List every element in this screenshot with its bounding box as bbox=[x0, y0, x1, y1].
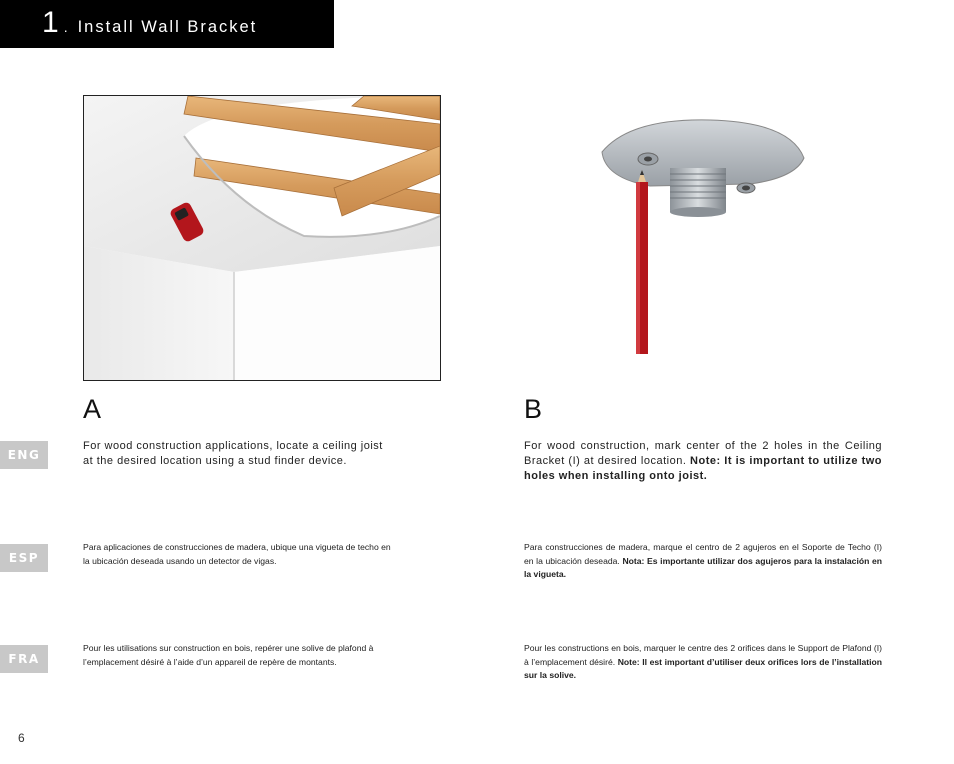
language-tab-esp: ESP bbox=[0, 544, 48, 572]
section-letter-b: B bbox=[524, 394, 543, 424]
instruction-fra-a: Pour les utilisations sur construction en bois, repérer une solive de plafond à l’emplacement désiré à l’aide d’un appareil de repère de montants. bbox=[83, 643, 374, 667]
ceiling-bracket-icon bbox=[602, 120, 804, 217]
pencil-icon bbox=[636, 170, 648, 354]
illustration-stud-finder bbox=[83, 95, 441, 381]
page-number: 6 bbox=[18, 731, 25, 745]
instruction-eng-b-note: Note: It is important to utilize two holes when installing onto joist. bbox=[524, 455, 883, 482]
illustration-ceiling-bracket bbox=[590, 112, 820, 362]
instruction-eng-b bbox=[524, 439, 882, 484]
instruction-esp-b bbox=[524, 541, 882, 582]
step-number-dot: . bbox=[63, 19, 68, 35]
stud-finder-ceiling-image bbox=[84, 96, 440, 380]
step-title: Install Wall Bracket bbox=[77, 18, 258, 36]
instruction-eng-a: For wood construction applications, locate a ceiling joist at the desired location using a stud finder device. bbox=[83, 440, 383, 467]
step-number: 1 bbox=[42, 6, 60, 39]
instruction-eng-b-text: For wood construction, mark center of the 2 holes in the Ceiling Bracket (I) at desired location. bbox=[524, 440, 882, 467]
ceiling-bracket-pencil-image bbox=[590, 112, 820, 362]
step-header bbox=[0, 0, 334, 48]
language-tab-fra: FRA bbox=[0, 645, 48, 673]
instruction-fra-b bbox=[524, 642, 882, 683]
section-letter-a: A bbox=[83, 394, 102, 424]
instruction-esp-a: Para aplicaciones de construcciones de madera, ubique una vigueta de techo en la ubicación deseada usando un detector de vigas. bbox=[83, 542, 391, 566]
instruction-fra-b-text: Pour les constructions en bois, marquer le centre des 2 orifices dans le Support de Plafond (I) à l’emplacement désiré. bbox=[524, 643, 882, 667]
instruction-fra-b-note: Note: Il est important d’utiliser deux orifices lors de l’installation sur la solive. bbox=[524, 656, 882, 680]
language-tab-eng: ENG bbox=[0, 441, 48, 469]
instruction-esp-b-note: Nota: Es importante utilizar dos agujeros para la instalación en la vigueta. bbox=[524, 555, 882, 579]
instruction-esp-b-text: Para construcciones de madera, marque el centro de 2 agujeros en el Soporte de Techo (I) en la ubicación deseada. bbox=[524, 542, 882, 566]
